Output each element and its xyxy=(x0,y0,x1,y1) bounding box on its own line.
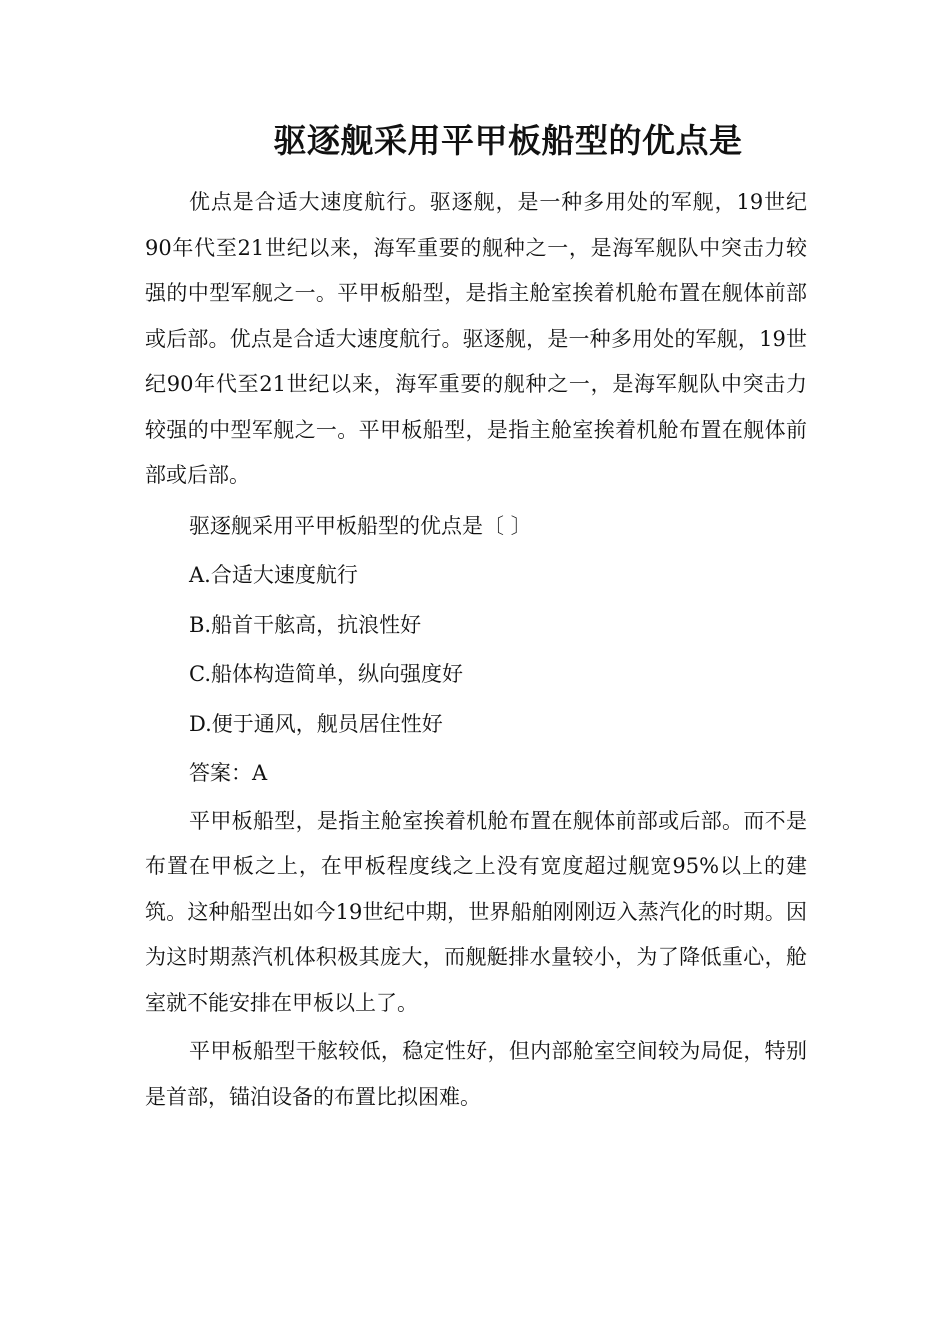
option-a: A.合适大速度航行 xyxy=(189,563,358,587)
option-b: B.船首干舷高，抗浪性好 xyxy=(189,612,422,637)
document-body xyxy=(145,180,807,1120)
document-title: 驱逐舰采用平甲板船型的优点是 xyxy=(273,121,743,160)
question-text: 驱逐舰采用平甲板船型的优点是〔 〕 xyxy=(189,513,532,538)
option-c: C.船体构造简单，纵向强度好 xyxy=(189,662,463,686)
option-d: D.便于通风，舰员居住性好 xyxy=(189,711,443,736)
explanation-paragraph-2: 平甲板船型干舷较低，稳定性好，但内部舱室空间较为局促，特别是首部，锚泊设备的布置比拟困难。 xyxy=(145,1039,807,1109)
intro-paragraph: 优点是合适大速度航行。驱逐舰，是一种多用处的军舰，19世纪90年代至21世纪以来，海军重要的舰种之一，是海军舰队中突击力较强的中型军舰之一。平甲板船型，是指主舱室挨着机舱布置在舰体前部或后部。优点是合适大速度航行。驱逐舰，是一种多用处的军舰，19世纪90年代至21世纪以来，海军重要的舰种之一，是海军舰队中突击力较强的中型军舰之一。平甲板船型，是指主舱室挨着机舱布置在舰体前部或后部。 xyxy=(145,190,807,487)
answer-text: 答案：A xyxy=(189,761,268,785)
explanation-paragraph-1: 平甲板船型，是指主舱室挨着机舱布置在舰体前部或后部。而不是布置在甲板之上，在甲板程度线之上没有宽度超过舰宽95%以上的建筑。这种船型出如今19世纪中期，世界船舶刚刚迈入蒸汽化的时期。因为这时期蒸汽机体积极其庞大，而舰艇排水量较小，为了降低重心，舱室就不能安排在甲板以上了。 xyxy=(145,808,807,1015)
